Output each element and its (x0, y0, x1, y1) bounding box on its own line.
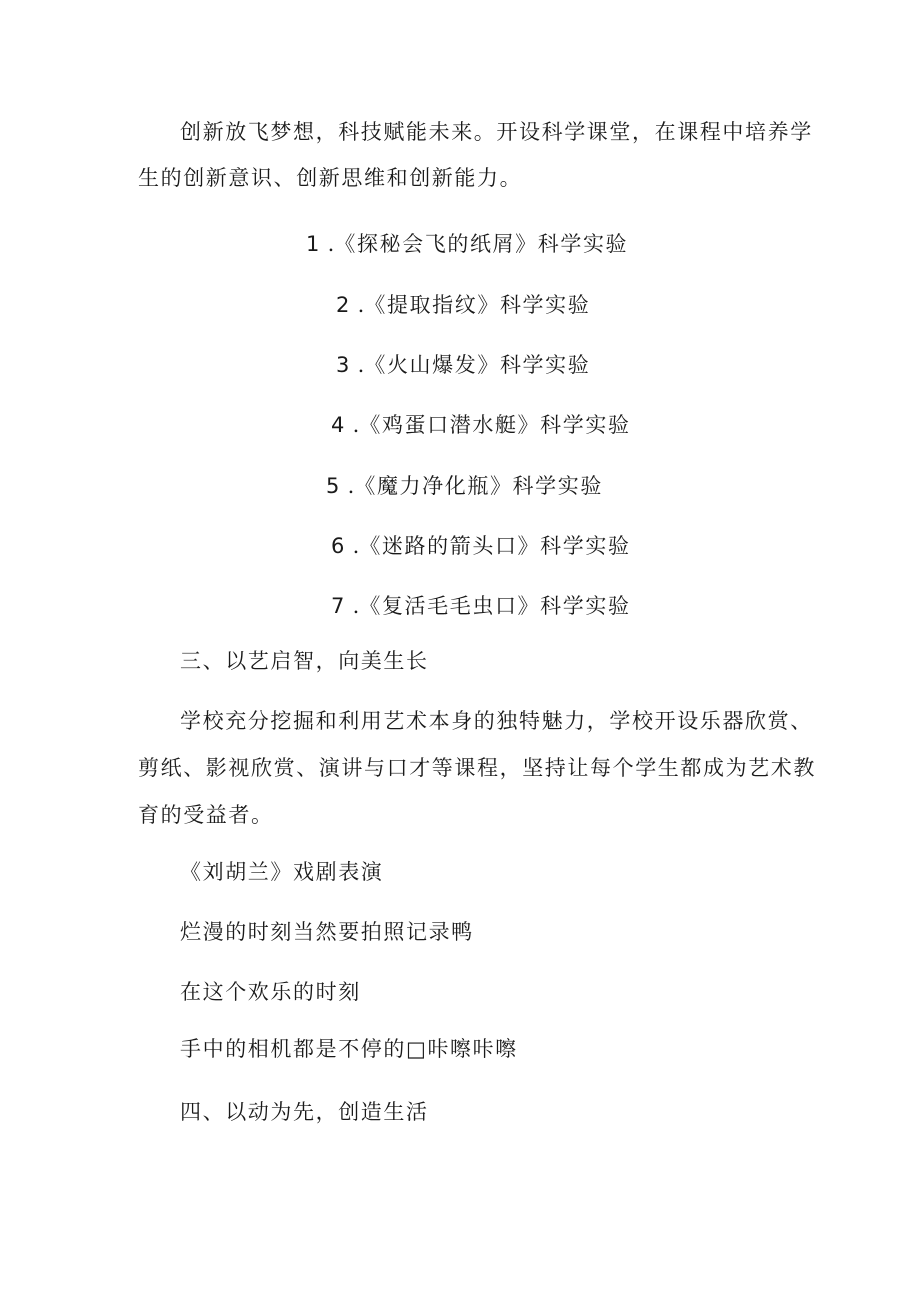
item-separator: . (327, 232, 335, 256)
photo-caption-3: 手中的相机都是不停的□咔嚓咔嚓 (180, 1037, 518, 1061)
experiment-item-6 (331, 531, 631, 561)
photo-caption-1: 烂漫的时刻当然要拍照记录鸭 (180, 920, 474, 944)
item-title: 《火山爆发》科学实验 (364, 353, 591, 377)
item-number: 4 (331, 413, 345, 437)
experiment-item-1 (306, 229, 628, 259)
item-separator: . (352, 534, 360, 558)
experiment-item-3 (336, 350, 590, 380)
experiment-item-2 (336, 290, 590, 320)
item-separator: . (352, 413, 360, 437)
paragraph-2-line-1: 学校充分挖掘和利用艺术本身的独特魅力，学校开设乐器欣赏、 (180, 709, 813, 733)
item-separator: . (357, 293, 365, 317)
item-separator: . (347, 474, 355, 498)
item-number: 1 (306, 232, 320, 256)
paragraph-1-line-1: 创新放飞梦想，科技赋能未来。开设科学课堂，在课程中培养学 (180, 120, 813, 144)
item-title: 《探秘会飞的纸屑》科学实验 (334, 232, 629, 256)
paragraph-2-line-2: 剪纸、影视欣赏、演讲与口才等课程，坚持让每个学生都成为艺术教 (138, 756, 816, 780)
item-number: 6 (331, 534, 345, 558)
item-title: 《复活毛毛虫口》科学实验 (359, 594, 631, 618)
item-number: 3 (336, 353, 350, 377)
paragraph-2-line-3: 育的受益者。 (138, 803, 274, 827)
item-number: 5 (326, 474, 340, 498)
item-title: 《迷路的箭头口》科学实验 (359, 534, 631, 558)
item-separator: . (357, 353, 365, 377)
section-4-heading: 四、以动为先，创造生活 (180, 1100, 429, 1124)
item-title: 《提取指纹》科学实验 (364, 293, 591, 317)
experiment-item-7 (331, 591, 631, 621)
item-title: 《魔力净化瓶》科学实验 (354, 474, 603, 498)
item-number: 2 (336, 293, 350, 317)
drama-title: 《刘胡兰》戏剧表演 (180, 860, 384, 884)
paragraph-1-line-2: 生的创新意识、创新思维和创新能力。 (138, 166, 523, 190)
item-separator: . (352, 594, 360, 618)
experiment-item-5 (326, 471, 603, 501)
photo-caption-2: 在这个欢乐的时刻 (180, 980, 361, 1004)
experiment-item-4 (331, 410, 631, 440)
section-3-heading: 三、以艺启智，向美生长 (180, 649, 429, 673)
item-title: 《鸡蛋口潜水艇》科学实验 (359, 413, 631, 437)
item-number: 7 (331, 594, 345, 618)
